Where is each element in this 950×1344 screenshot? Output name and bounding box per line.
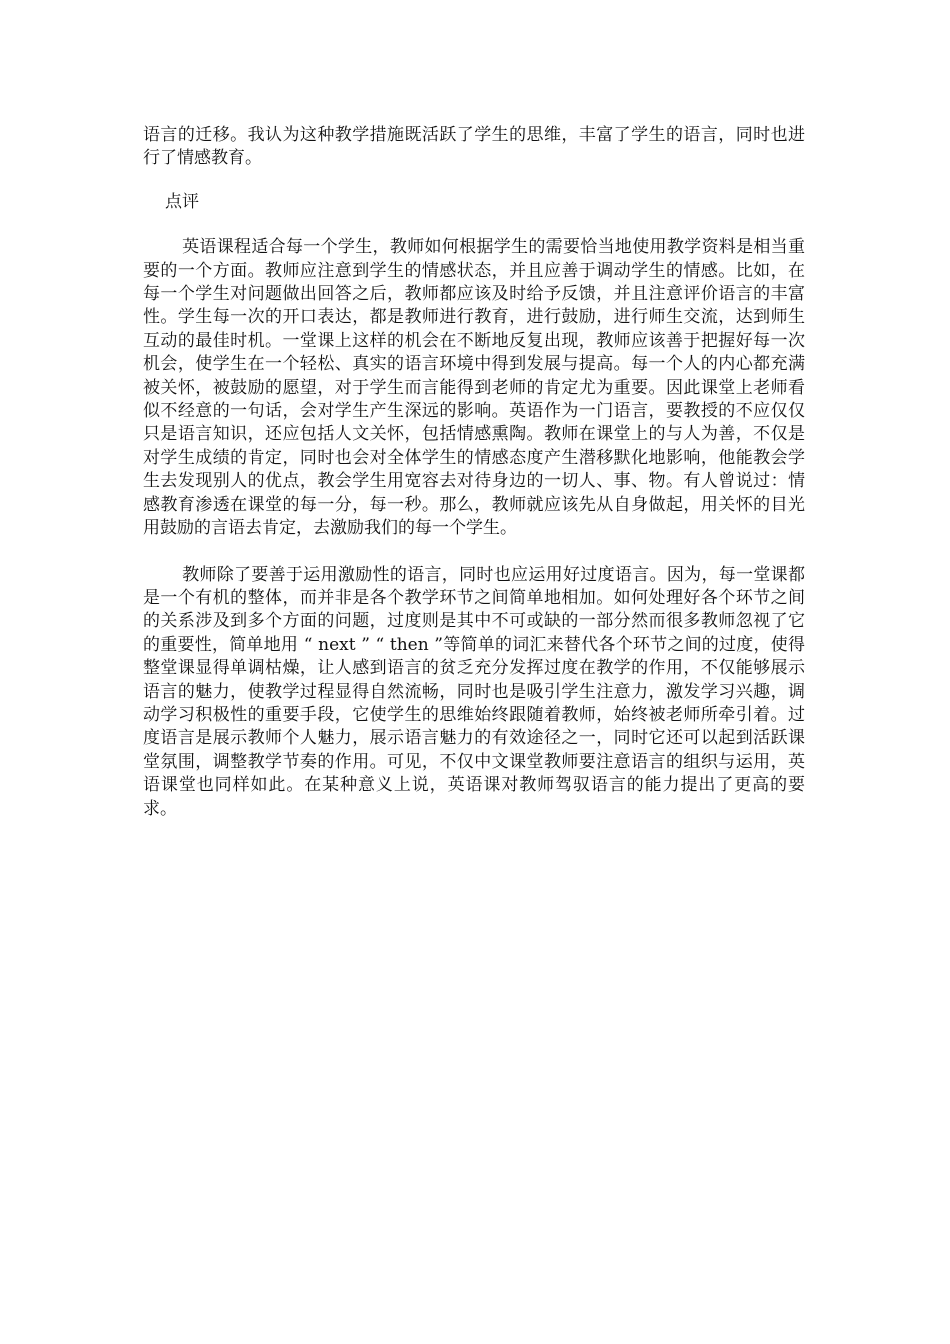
intro-paragraph: 语言的迁移。我认为这种教学措施既活跃了学生的思维，丰富了学生的语言，同时也进行了情感教育。 bbox=[143, 125, 805, 169]
section-heading: 点评 bbox=[165, 191, 199, 212]
document-page bbox=[143, 124, 805, 821]
paragraph-gap bbox=[143, 541, 805, 564]
comment-paragraph-1: 英语课程适合每一个学生，教师如何根据学生的需要恰当地使用教学资料是相当重要的一个方面。教师应注意到学生的情感状态，并且应善于调动学生的情感。比如，在每一个学生对问题做出回答之后，教师都应该及时给予反馈，并且注意评价语言的丰富性。学生每一次的开口表达，都是教师进行教育，进行鼓励，进行师生交流，达到师生互动的最佳时机。一堂课上这样的机会在不断地反复出现，教师应该善于把握好每一次机会，使学生在一个轻松、真实的语言环境中得到发展与提高。每一个人的内心都充满被关怀，被鼓励的愿望，对于学生而言能得到老师的肯定尤为重要。因此课堂上老师看似不经意的一句话，会对学生产生深远的影响。英语作为一门语言，要教授的不应仅仅只是语言知识，还应包括人文关怀，包括情感熏陶。教师在课堂上的与人为善，不仅是对学生成绩的肯定，同时也会对全体学生的情感态度产生潜移默化地影响，他能教会学生去发现别人的优点，教会学生用宽容去对待身边的一切人、事、物。有人曾说过：情感教育渗透在课堂的每一分，每一秒。那么，教师就应该先从自身做起，用关怀的目光用鼓励的言语去肯定，去激励我们的每一个学生。 bbox=[143, 237, 805, 539]
comment-paragraph-2: 教师除了要善于运用激励性的语言，同时也应运用好过度语言。因为，每一堂课都是一个有机的整体，而并非是各个教学环节之间简单地相加。如何处理好各个环节之间的关系涉及到多个方面的问题，过度则是其中不可或缺的一部分然而很多教师忽视了它的重要性，简单地用 “ next ” “ then ”等简单的词汇来替代各个环节之间的过度，使得整堂课显得单调枯燥，让人感到语言的贫乏充分发挥过度在教学的作用，不仅能够展示语言的魅力，使教学过程显得自然流畅，同时也是吸引学生注意力，激发学习兴趣，调动学习积极性的重要手段，它使学生的思维始终跟随着教师，始终被老师所牵引着。过度语言是展示教师个人魅力，展示语言魅力的有效途径之一，同时它还可以起到活跃课堂氛围，调整教学节奏的作用。可见，不仅中文课堂教师要注意语言的组织与运用，英语课堂也同样如此。在某种意义上说，英语课对教师驾驭语言的能力提出了更高的要求。 bbox=[143, 564, 805, 819]
